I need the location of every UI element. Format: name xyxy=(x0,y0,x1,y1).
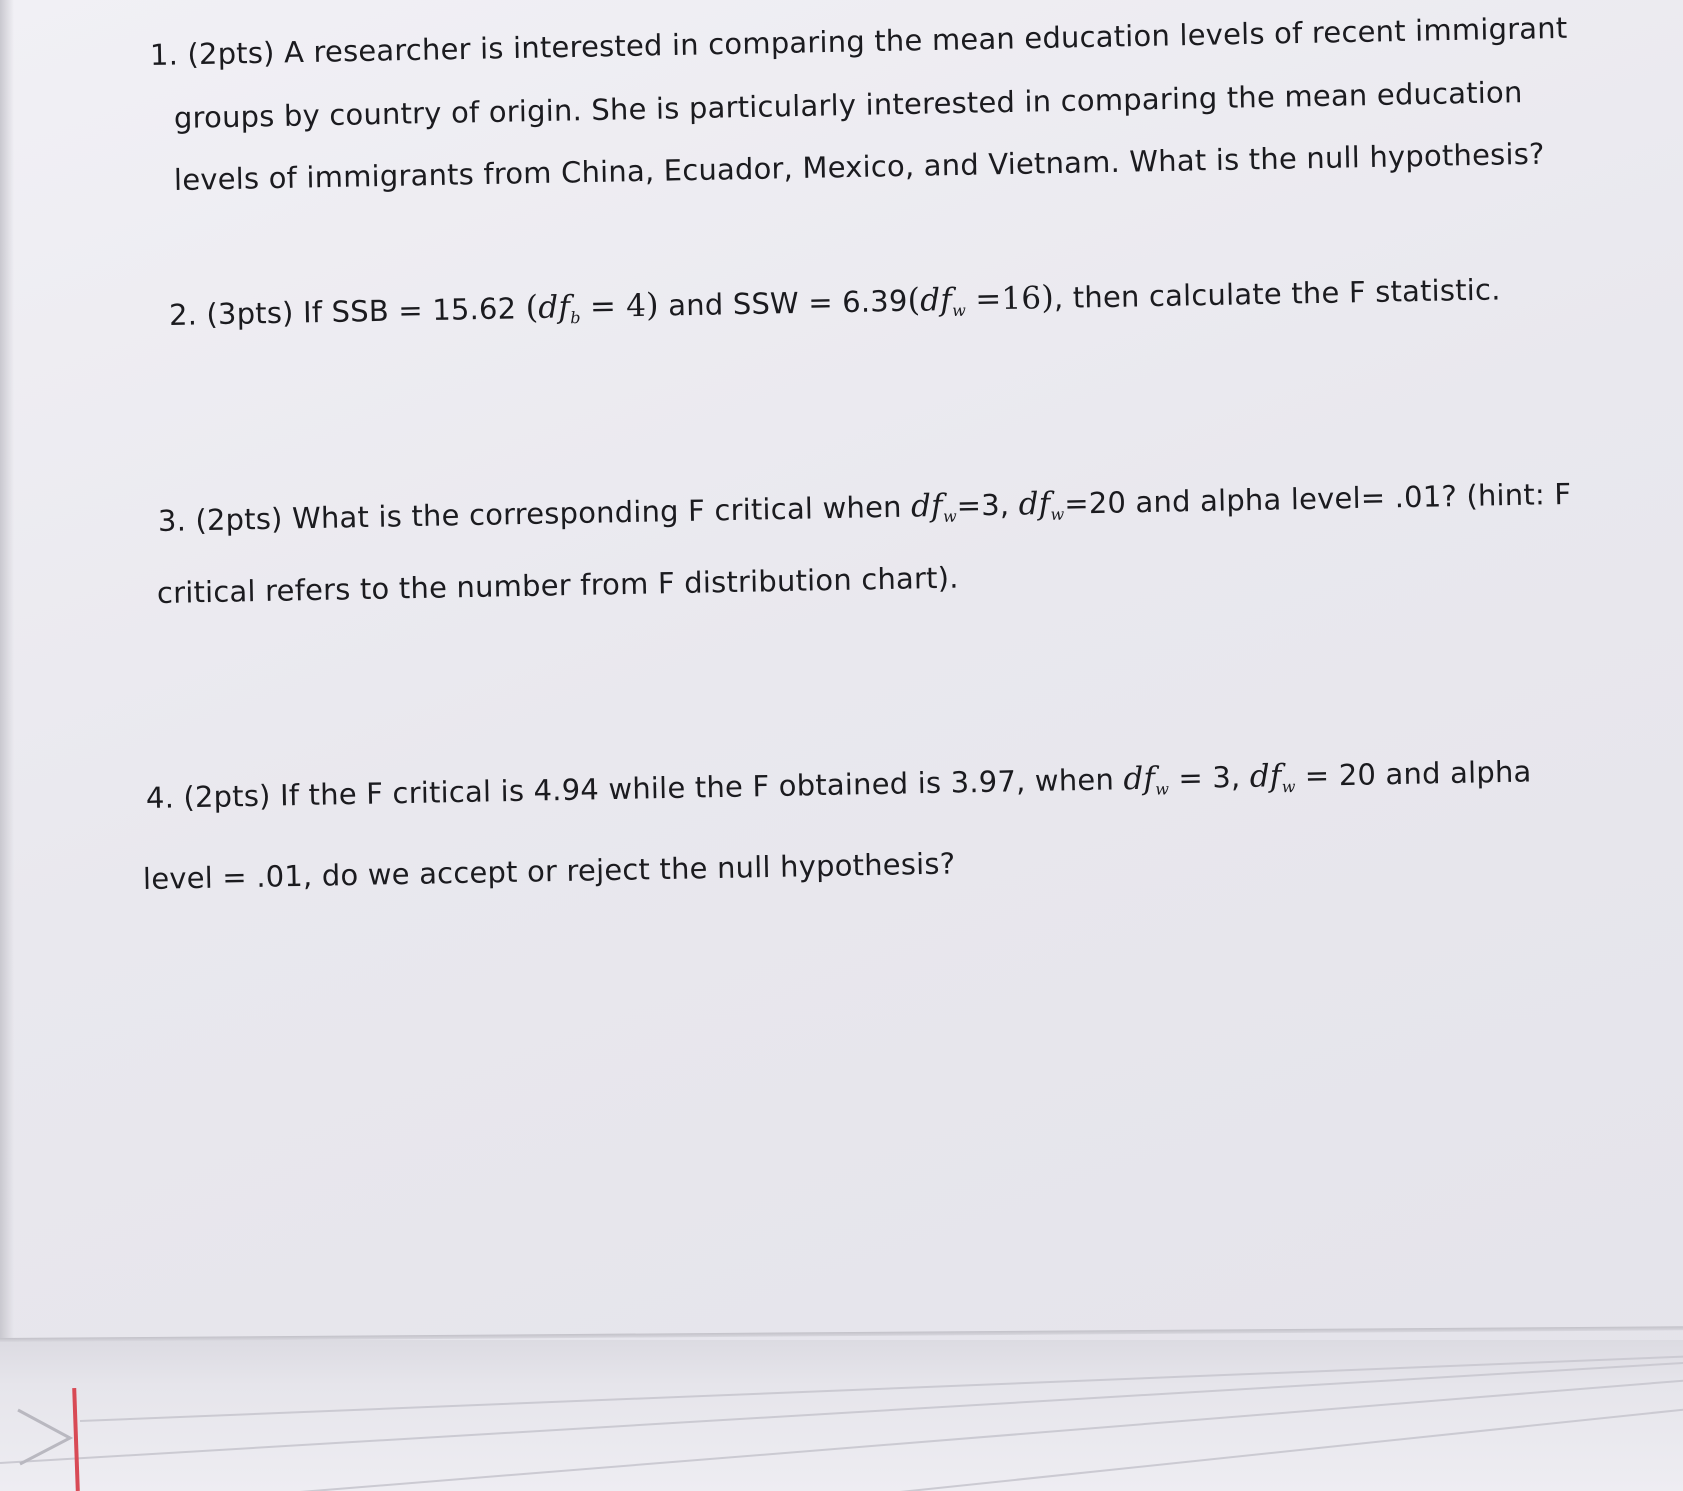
q1-line-3: levels of immigrants from China, Ecuador, Mexico, and Vietnam. What is the null hypothesis? xyxy=(173,136,1545,197)
q4-prefix: 4. (2pts) If the F critical is 4.94 while the F obtained is 3.97, when xyxy=(145,762,1115,815)
underlying-notebook-sheet xyxy=(0,1340,1683,1491)
q3-line-2: critical refers to the number from F distribution chart). xyxy=(156,560,959,610)
q3-line-1 xyxy=(158,476,1572,541)
q2-df-w-value: =16 xyxy=(974,280,1042,318)
page-shadow xyxy=(0,0,14,1491)
q3-prefix: 3. (2pts) What is the corresponding F critical when xyxy=(157,489,902,538)
q2-prefix: 2. (3pts) If SSB = 15.62 xyxy=(168,291,517,332)
q3-df-2: $df_w$ xyxy=(1018,485,1065,524)
q4-df-1: $df_w$ xyxy=(1123,760,1170,799)
q2-paren-close: ) xyxy=(645,285,660,324)
q4-line-2: level = .01, do we accept or reject the null hypothesis? xyxy=(142,846,956,896)
q1-line-1: 1. (2pts) A researcher is interested in comparing the mean education levels of recent immigrant xyxy=(149,10,1568,72)
q3-df-2-value: =20 and alpha level= .01? (hint: F xyxy=(1063,476,1572,521)
q1-line-2: groups by country of origin. She is particularly interested in comparing the mean education xyxy=(173,75,1523,135)
q2-df-b: $df_b$ xyxy=(538,289,581,328)
q2-paren-open: ( xyxy=(525,287,539,327)
q2-line xyxy=(169,269,1501,335)
q4-df-2: $df_w$ xyxy=(1249,758,1296,797)
q2-mid: and SSW = 6.39 xyxy=(667,283,908,323)
q2-df-b-value: = 4 xyxy=(589,287,647,325)
q3-df-1-value: =3, xyxy=(956,487,1010,523)
q2-suffix: , then calculate the F statistic. xyxy=(1053,272,1501,316)
q2-paren-close-2: ) xyxy=(1040,278,1055,317)
q4-df-1-value: = 3, xyxy=(1168,759,1241,796)
triangle-mark-icon xyxy=(10,1402,80,1472)
q4-line-1 xyxy=(146,753,1532,818)
q3-df-1: $df_w$ xyxy=(910,487,958,526)
q4-df-2-value: = 20 and alpha xyxy=(1295,754,1532,793)
q2-paren-open-2: ( xyxy=(907,280,921,319)
q2-df-w: $df_w$ xyxy=(919,281,967,320)
